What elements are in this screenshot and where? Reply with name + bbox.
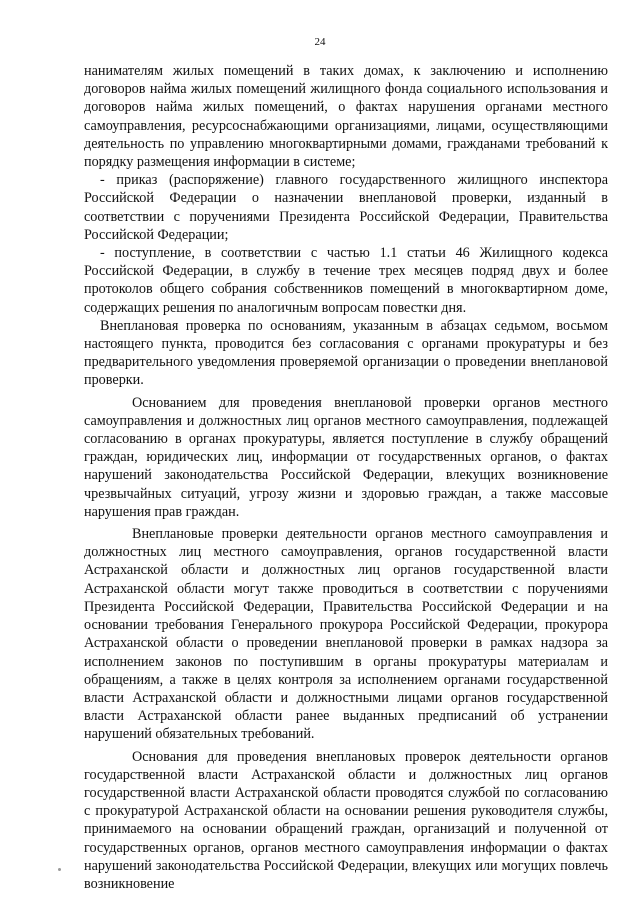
page-number: 24 [314,36,326,48]
paragraph-continuation: нанимателям жилых помещений в таких домах, к заключению и исполнению договоров найма жилых помещений жилищного фонда социального использования и договоров найма жилых помещений, о фактах нарушения органами местного самоуправления, ресурсоснабжающими организациями, лицами, осуществляющими деятельность по управлению многоквартирными домами, гражданами требований к порядку размещения информации в системе; [84,63,608,171]
body-text [84,62,608,893]
paragraph-state-authority-grounds: Основания для проведения внеплановых проверок деятельности органов государственной власти Астраханской области и должностных лиц органов государственной власти Астраханской области проводятся службой по согласованию с прокуратурой Астраханской области на основании решения руководителя службы, принимаемого на основании обращений граждан, организаций и полученной от государственных органов, органов местного самоуправления информации о фактах нарушений законодательства Российской Федерации, влекущих или могущих повлечь возникновение [84,748,608,892]
paragraph-unscheduled-inspections: Внеплановые проверки деятельности органов местного самоуправления и должностных лиц местного самоуправления, органов государственной власти Астраханской области и должностных лиц органов государственной власти Астраханской области могут также проводиться в соответствии с поручениями Президента Российской Федерации, Правительства Российской Федерации и на основании требования Генерального прокурора Российской Федерации, прокурора Астраханской области о проведении внеплановой проверки в рамках надзора за исполнением законов по поступившим в органы прокуратуры материалам и обращениям, а также в целях контроля за исполнением органами государственной власти Астраханской области и должностными лицами органов государственной власти Астраханской области ранее выданных предписаний об устранении нарушений обязательных требований. [84,526,608,743]
scan-dot [58,868,61,871]
paragraph-local-government-grounds: Основанием для проведения внеплановой проверки органов местного самоуправления и должностных лиц органов местного самоуправления, подлежащей согласованию в органах прокуратуры, является поступление в службу обращений граждан, юридических лиц, информации от государственных органов, о фактах нарушений законодательства Российской Федерации, влекущих возникновение чрезвычайных ситуаций, угрозу жизни и здоровью граждан, а также массовые нарушения прав граждан. [84,394,608,520]
list-item-protocols: - поступление, в соответствии с частью 1.1 статьи 46 Жилищного кодекса Российской Федерации, в службу в течение трех месяцев подряд двух и более протоколов общего собрания собственников помещений в многоквартирном доме, содержащих решения по аналогичным вопросам повестки дня. [84,245,608,316]
paragraph-unscheduled-inspection: Внеплановая проверка по основаниям, указанным в абзацах седьмом, восьмом настоящего пункта, проводится без согласования с органами прокуратуры и без предварительного уведомления проверяемой организации о проведении внеплановой проверки. [84,317,608,389]
list-item-order: - приказ (распоряжение) главного государственного жилищного инспектора Российской Федерации о назначении внеплановой проверки, изданный в соответствии с поручениями Президента Российской Федерации, Правительства Российской Федерации; [84,172,608,243]
